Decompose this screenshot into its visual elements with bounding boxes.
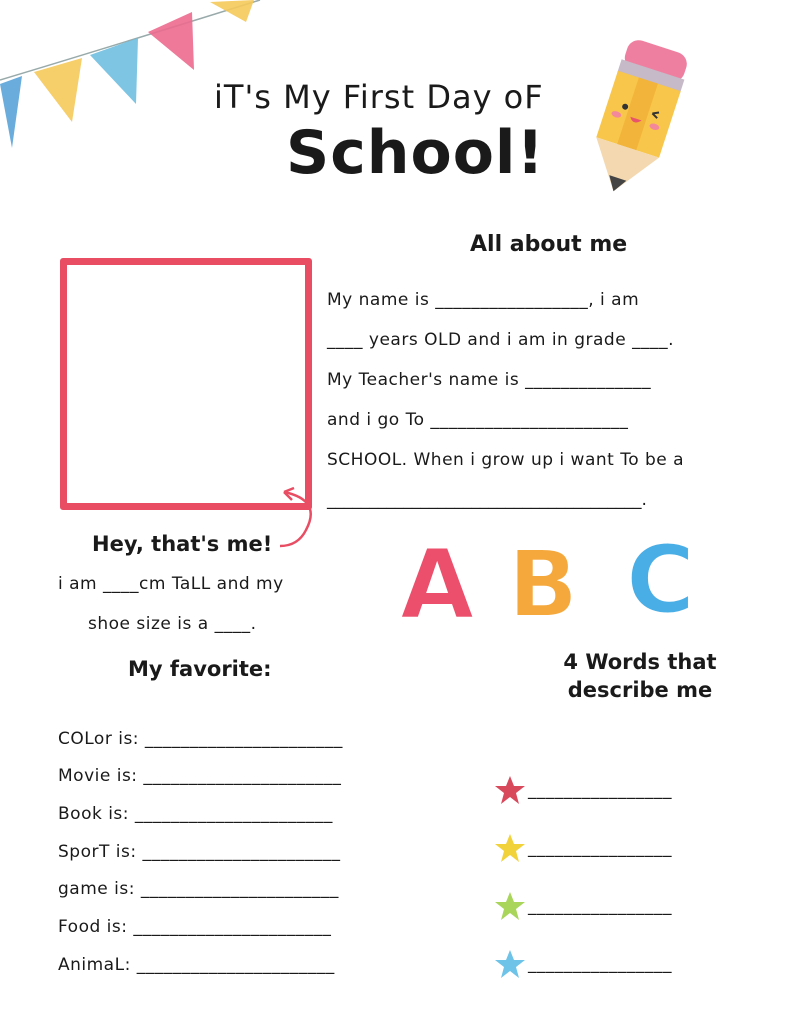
- favorite-game-line: game is: ______________________: [58, 879, 339, 899]
- star-icon: [494, 890, 526, 922]
- word-blank: ________________: [528, 954, 672, 974]
- abc-letters: [390, 530, 720, 630]
- about-line: ____ years OLD and i am in grade ____.: [327, 330, 674, 350]
- word-row: [494, 832, 754, 862]
- pencil-icon: [560, 22, 710, 202]
- favorites-heading: My favorite:: [128, 657, 272, 681]
- letter-c: C: [626, 530, 695, 630]
- pennant: [210, 0, 254, 22]
- star-icon: [494, 948, 526, 980]
- favorite-book-line: Book is: ______________________: [58, 804, 333, 824]
- favorite-movie-line: Movie is: ______________________: [58, 766, 342, 786]
- words-heading: [545, 648, 735, 704]
- about-line: My Teacher's name is ______________: [327, 370, 652, 390]
- about-line: SCHOOL. When i grow up i want To be a: [327, 450, 685, 470]
- shoe-size-line: shoe size is a ____.: [88, 614, 257, 634]
- word-blank: ________________: [528, 838, 672, 858]
- favorite-color-line: COLor is: ______________________: [58, 729, 343, 749]
- word-blank: ________________: [528, 896, 672, 916]
- height-line: i am ____cm TaLL and my: [58, 574, 284, 594]
- about-line: _____________________________________.: [327, 490, 647, 510]
- page-title-line2: School!: [286, 118, 545, 188]
- word-row: [494, 890, 754, 920]
- word-row: [494, 948, 754, 978]
- favorite-animal-line: AnimaL: ______________________: [58, 955, 335, 975]
- pennant: [0, 76, 22, 148]
- words-heading-line1: 4 Words that: [563, 650, 717, 674]
- word-row: [494, 774, 754, 804]
- favorite-food-line: Food is: ______________________: [58, 917, 332, 937]
- photo-frame: [60, 258, 312, 510]
- about-line: and i go To ______________________: [327, 410, 629, 430]
- about-me-heading: All about me: [470, 232, 628, 257]
- word-blank: ________________: [528, 780, 672, 800]
- page-title-line1: iT's My First Day oF: [214, 78, 544, 116]
- star-icon: [494, 832, 526, 864]
- words-heading-line2: describe me: [567, 678, 713, 702]
- pennant: [148, 12, 194, 70]
- letter-b: B: [508, 531, 579, 630]
- favorite-sport-line: SporT is: ______________________: [58, 842, 341, 862]
- about-line: My name is _________________, i am: [327, 290, 640, 310]
- letter-a: A: [400, 530, 475, 630]
- star-icon: [494, 774, 526, 806]
- pennant: [90, 38, 138, 104]
- photo-caption: Hey, that's me!: [92, 532, 273, 556]
